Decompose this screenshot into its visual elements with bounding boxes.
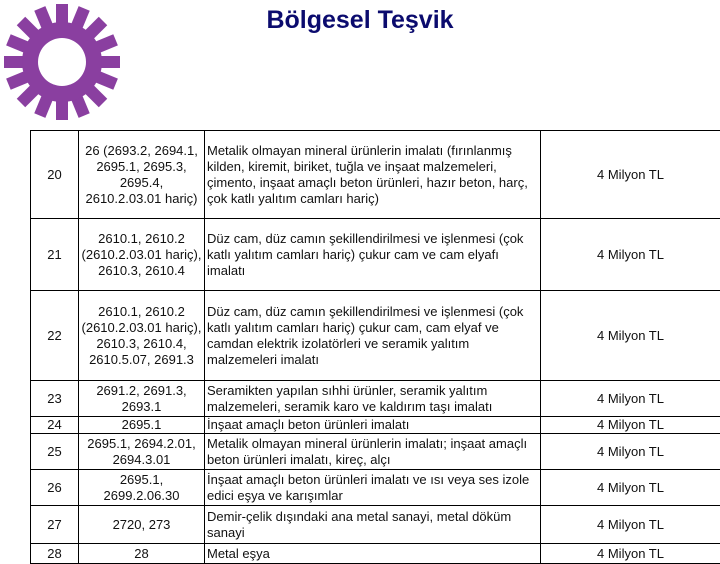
investment-amount: 4 Milyon TL — [541, 131, 720, 219]
nace-code: 2691.2, 2691.3, 2693.1 — [79, 381, 205, 417]
row-number: 24 — [31, 417, 79, 434]
nace-code: 2720, 273 — [79, 506, 205, 544]
table-body — [31, 131, 720, 564]
activity-description: Düz cam, düz camın şekillendirilmesi ve işlenmesi (çok katlı yalıtım camları hariç) çukur cam ve cam elyafı imalatı — [205, 219, 541, 291]
investment-amount: 4 Milyon TL — [541, 470, 720, 506]
nace-code: 2695.1, 2699.2.06.30 — [79, 470, 205, 506]
activity-description: Demir-çelik dışındaki ana metal sanayi, metal döküm sanayi — [205, 506, 541, 544]
table-row — [31, 381, 720, 417]
activity-description: Metal eşya — [205, 544, 541, 564]
table-row — [31, 470, 720, 506]
investment-amount: 4 Milyon TL — [541, 544, 720, 564]
activity-description: Düz cam, düz camın şekillendirilmesi ve işlenmesi (çok katlı yalıtım camları hariç) çukur cam, cam elyaf ve camdan elektrik izolatörleri ve seramik yalıtım malzemeleri imalatı — [205, 291, 541, 381]
nace-code: 2610.1, 2610.2 (2610.2.03.01 hariç), 2610.3, 2610.4, 2610.5.07, 2691.3 — [79, 291, 205, 381]
row-number: 25 — [31, 434, 79, 470]
investment-amount: 4 Milyon TL — [541, 434, 720, 470]
row-number: 21 — [31, 219, 79, 291]
table-row — [31, 291, 720, 381]
row-number: 27 — [31, 506, 79, 544]
row-number: 23 — [31, 381, 79, 417]
investment-amount: 4 Milyon TL — [541, 506, 720, 544]
table-row — [31, 417, 720, 434]
table-row — [31, 131, 720, 219]
nace-code: 2695.1 — [79, 417, 205, 434]
table-row — [31, 434, 720, 470]
table-row — [31, 219, 720, 291]
table-row — [31, 506, 720, 544]
nace-code: 26 (2693.2, 2694.1, 2695.1, 2695.3, 2695.4, 2610.2.03.01 hariç) — [79, 131, 205, 219]
investment-amount: 4 Milyon TL — [541, 219, 720, 291]
activity-description: İnşaat amaçlı beton ürünleri imalatı ve ısı veya ses izole edici eşya ve karışımlar — [205, 470, 541, 506]
investment-amount: 4 Milyon TL — [541, 417, 720, 434]
table-row — [31, 544, 720, 564]
activity-description: Metalik olmayan mineral ürünlerin imalatı (fırınlanmış kilden, kiremit, biriket, tuğla ve inşaat malzemeleri, çimento, inşaat amaçlı beton ürünleri, hazır beton, harç, çok katlı yalıtım camları hariç) — [205, 131, 541, 219]
activity-description: Seramikten yapılan sıhhi ürünler, seramik yalıtım malzemeleri, seramik karo ve kaldırım taşı imalatı — [205, 381, 541, 417]
activity-description: Metalik olmayan mineral ürünlerin imalatı; inşaat amaçlı beton ürünleri imalatı, kireç, alçı — [205, 434, 541, 470]
incentive-table — [30, 130, 720, 564]
nace-code: 2695.1, 2694.2.01, 2694.3.01 — [79, 434, 205, 470]
row-number: 28 — [31, 544, 79, 564]
investment-amount: 4 Milyon TL — [541, 291, 720, 381]
row-number: 22 — [31, 291, 79, 381]
nace-code: 28 — [79, 544, 205, 564]
investment-amount: 4 Milyon TL — [541, 381, 720, 417]
page-title: Bölgesel Teşvik — [0, 6, 720, 35]
row-number: 20 — [31, 131, 79, 219]
activity-description: İnşaat amaçlı beton ürünleri imalatı — [205, 417, 541, 434]
nace-code: 2610.1, 2610.2 (2610.2.03.01 hariç), 2610.3, 2610.4 — [79, 219, 205, 291]
row-number: 26 — [31, 470, 79, 506]
